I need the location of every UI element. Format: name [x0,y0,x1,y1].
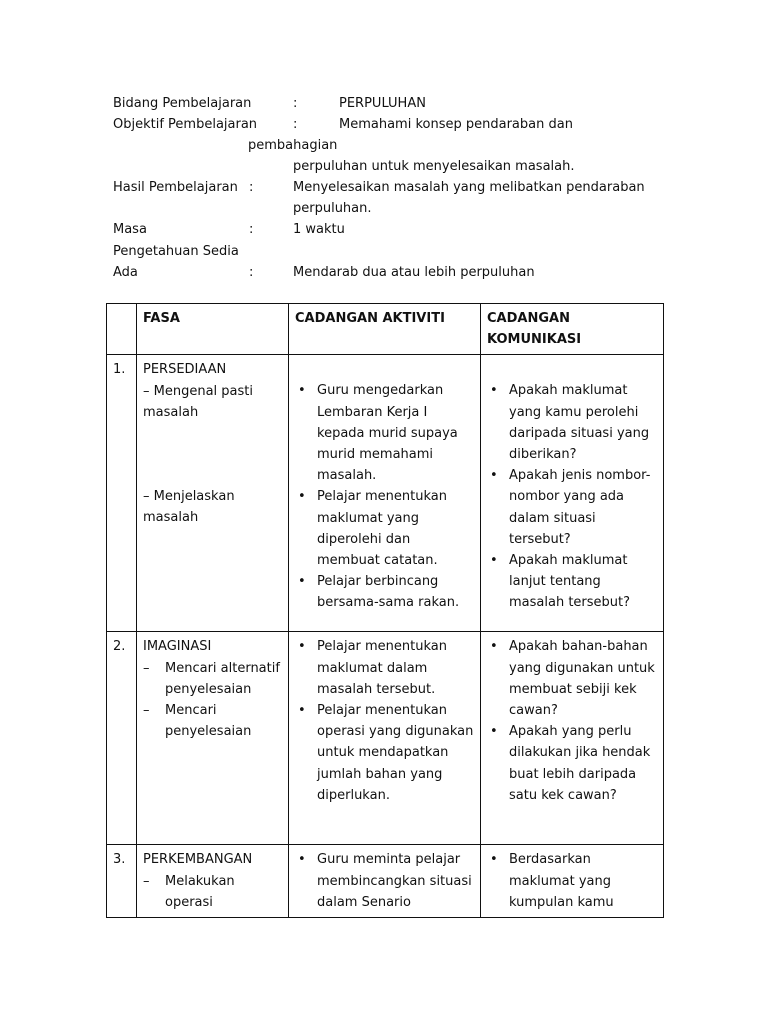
table-row [107,355,664,632]
aktiviti-list [295,380,474,613]
aktiviti-cell [289,845,481,918]
list-item: • Berdasarkan maklumat yang kumpulan kamu [487,849,657,913]
row-number: 2. [107,632,137,845]
header-aktiviti: CADANGAN AKTIVITI [289,304,481,355]
fasa-item-text: Melakukan operasi [165,873,235,910]
fasa-item [143,658,282,700]
list-item: • Guru mengedarkan Lembaran Kerja I kepada murid supaya murid memahami masalah. [295,380,474,486]
header-fasa: FASA [137,304,289,355]
header-number-cell [107,304,137,355]
hasil-label: Hasil Pembelajaran [113,180,238,195]
masa-value: 1 waktu [293,222,345,237]
fasa-item [143,871,282,913]
masa-colon: : [249,222,254,237]
header-komunikasi: CADANGAN KOMUNIKASI [481,304,664,355]
list-item: • Apakah bahan-bahan yang digunakan untuk membuat sebiji kek cawan? [487,636,657,721]
list-item: • Pelajar menentukan maklumat dalam masalah tersebut. [295,636,474,700]
list-item: • Apakah jenis nombor-nombor yang ada dalam situasi tersebut? [487,465,657,550]
komunikasi-cell [481,632,664,845]
objektif-value-line1: Memahami konsep pendaraban dan [339,117,573,132]
fasa-title: PERKEMBANGAN [143,852,253,868]
fasa-cell [137,632,289,845]
komunikasi-cell [481,355,664,632]
fasa-cell [137,355,289,632]
fasa-spacer [143,423,282,486]
fasa-cell [137,845,289,918]
table-row [107,845,664,918]
row-number: 3. [107,845,137,918]
row-number: 1. [107,355,137,632]
masa-label: Masa [113,222,147,237]
hasil-colon: : [249,180,254,195]
objektif-label: Objektif Pembelajaran [113,117,258,132]
bidang-colon: : [293,96,298,111]
fasa-title: PERSEDIAAN [143,362,227,378]
fasa-item: – Menjelaskan masalah [143,489,235,526]
fasa-item-text: Mencari penyelesaian [165,703,252,740]
cell-spacer [295,359,474,380]
objektif-colon: : [293,117,298,132]
hasil-value-line2: perpuluhan. [293,201,372,216]
dash-marker: – [143,873,150,889]
hasil-value-line1: Menyelesaikan masalah yang melibatkan pendaraban [293,180,645,195]
komunikasi-list [487,380,657,613]
komunikasi-list [487,636,657,806]
fasa-item-text: Mencari alternatif penyelesaian [165,660,280,697]
list-item: • Apakah maklumat yang kamu perolehi daripada situasi yang diberikan? [487,380,657,465]
list-item: • Pelajar menentukan maklumat yang diperolehi dan membuat catatan. [295,486,474,571]
table-row [107,632,664,845]
aktiviti-cell [289,355,481,632]
aktiviti-cell [289,632,481,845]
pengetahuan-colon: : [249,265,254,280]
komunikasi-cell [481,845,664,918]
dash-marker: – [143,703,150,719]
lesson-plan-table [106,303,664,918]
list-item: • Pelajar berbincang bersama-sama rakan. [295,571,474,613]
aktiviti-list [295,849,474,913]
pengetahuan-label-line1: Pengetahuan Sedia [113,244,239,259]
table-header-row [107,304,664,355]
list-item: • Guru meminta pelajar membincangkan situasi dalam Senario [295,849,474,913]
bidang-label: Bidang Pembelajaran [113,96,252,111]
fasa-title: IMAGINASI [143,639,212,655]
objektif-value-line2: pembahagian [248,138,338,153]
fasa-item: – Mengenal pasti masalah [143,383,253,420]
aktiviti-list [295,636,474,806]
list-item: • Apakah maklumat lanjut tentang masalah tersebut? [487,550,657,614]
list-item: • Pelajar menentukan operasi yang digunakan untuk mendapatkan jumlah bahan yang diperlukan. [295,700,474,806]
bidang-value: PERPULUHAN [339,96,426,111]
list-item: • Apakah yang perlu dilakukan jika hendak buat lebih daripada satu kek cawan? [487,721,657,806]
komunikasi-list [487,849,657,913]
pengetahuan-value: Mendarab dua atau lebih perpuluhan [293,265,535,280]
objektif-value-line3: perpuluhan untuk menyelesaikan masalah. [293,159,575,174]
dash-marker: – [143,660,150,676]
cell-spacer [487,359,657,380]
pengetahuan-label-line2: Ada [113,265,138,280]
fasa-item [143,700,282,742]
